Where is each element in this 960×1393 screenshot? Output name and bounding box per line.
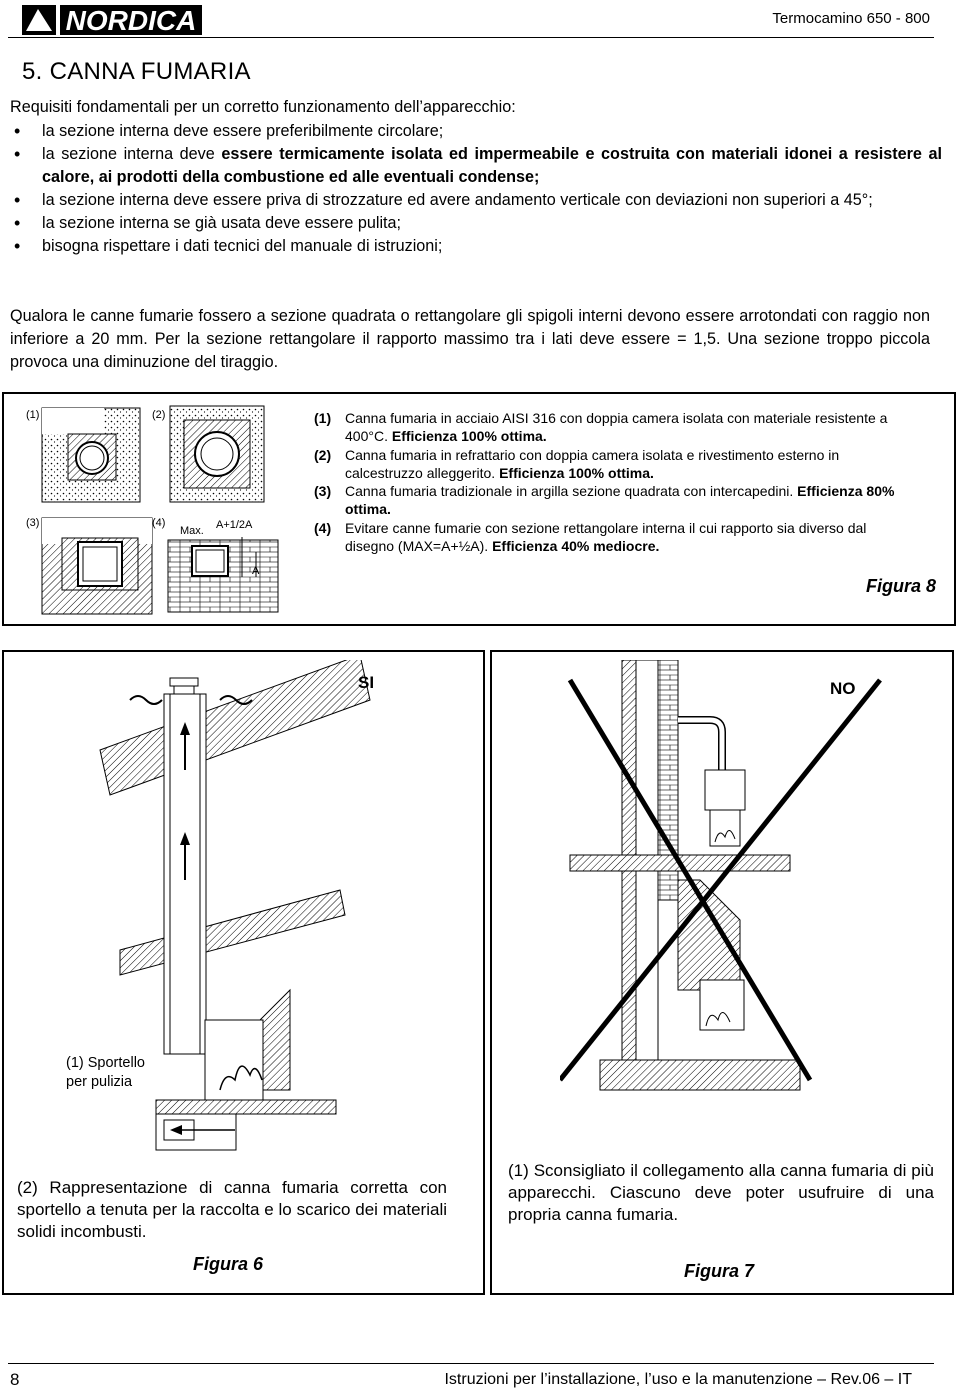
model-name: Termocamino 650 - 800 <box>772 10 930 27</box>
list-item: • bisogna rispettare i dati tecnici del manuale di istruzioni; <box>10 235 942 258</box>
label-no: NO <box>830 679 856 698</box>
list-item: • la sezione interna deve essere preferibilmente circolare; <box>10 120 942 143</box>
list-item: • la sezione interna deve essere priva di strozzature ed avere andamento verticale con deviazioni non superiori a 45°; <box>10 189 942 212</box>
section-rectangular <box>168 519 278 612</box>
a-label: A <box>252 565 260 577</box>
section-intro: Requisiti fondamentali per un corretto funzionamento dell’apparecchio: <box>10 98 516 116</box>
header-divider <box>8 37 934 38</box>
section-title: 5. CANNA FUMARIA <box>22 58 251 85</box>
label-si: SI <box>358 673 375 692</box>
flue-sections-diagram <box>20 402 280 622</box>
figure-7-caption: Figura 7 <box>684 1261 755 1281</box>
figure-8-caption: Figura 8 <box>866 576 937 596</box>
requirements-list <box>10 120 942 258</box>
section-paragraph: Qualora le canne fumarie fossero a sezione quadrata o rettangolare gli spigoli interni devono essere arrotondati con raggio non inferiore a 20 mm. Per la sezione rettangolare il rapporto massimo tra i lati deve essere = 1,5. Una sezione troppo piccola provoca una diminuzione del tiraggio. <box>10 307 930 371</box>
page-number: 8 <box>10 1370 20 1389</box>
footer-text: Istruzioni per l’installazione, l’uso e la manutenzione – Rev.06 – IT <box>444 1371 912 1388</box>
list-item: (3) Canna fumaria tradizionale in argilla sezione quadrata con intercapedini. Efficienza 80% ottima. <box>314 483 895 518</box>
figure-6-caption: Figura 6 <box>193 1254 264 1274</box>
section-clay-square <box>42 518 152 614</box>
figure-6-note-2: (2) Rappresentazione di canna fumaria corretta con sportello a tenuta per la raccolta e lo scarico dei materiali solidi incombusti. <box>17 1178 447 1241</box>
max-label: Max. <box>180 525 204 537</box>
footer-divider <box>8 1363 934 1364</box>
list-item: (2) Canna fumaria in refrattario con doppia camera isolata e rivestimento esterno in calcestruzzo alleggerito. Efficienza 100% ottima. <box>314 446 840 481</box>
figure-6-note-1: (1) Sportello per pulizia <box>66 1055 145 1090</box>
logo-text: NORDICA <box>65 5 197 36</box>
list-item: • la sezione interna deve essere termicamente isolata ed impermeabile e costruita con materiali idonei a resistere al calore, ai prodotti della combustione ed alle eventuali condense; <box>10 143 942 189</box>
list-item: • la sezione interna se già usata deve essere pulita; <box>10 212 942 235</box>
incorrect-flue-diagram <box>560 660 950 1110</box>
list-item: (4) Evitare canne fumarie con sezione rettangolare interna il cui rapporto sia diverso dal disegno (MAX=A+½A). Efficienza 40% mediocre. <box>314 519 867 555</box>
diagram-label-3: (3) <box>26 517 40 529</box>
section-refractory-round <box>170 406 264 502</box>
ratio-label: A+1/2A <box>216 519 253 531</box>
figure-7-note: (1) Sconsigliato il collegamento alla canna fumaria di più apparecchi. Ciascuno deve poter usufruire di una propria canna fumaria. <box>508 1161 934 1224</box>
section-steel-round <box>42 408 140 502</box>
diagram-label-1: (1) <box>26 409 40 421</box>
diagram-label-2: (2) <box>152 409 166 421</box>
figure-8-legend <box>310 409 910 555</box>
list-item: (1) Canna fumaria in acciaio AISI 316 con doppia camera isolata con materiale resistente a 400°C. Efficienza 100% ottima. <box>314 410 888 445</box>
nordica-logo <box>22 3 202 37</box>
diagram-label-4: (4) <box>152 517 166 529</box>
